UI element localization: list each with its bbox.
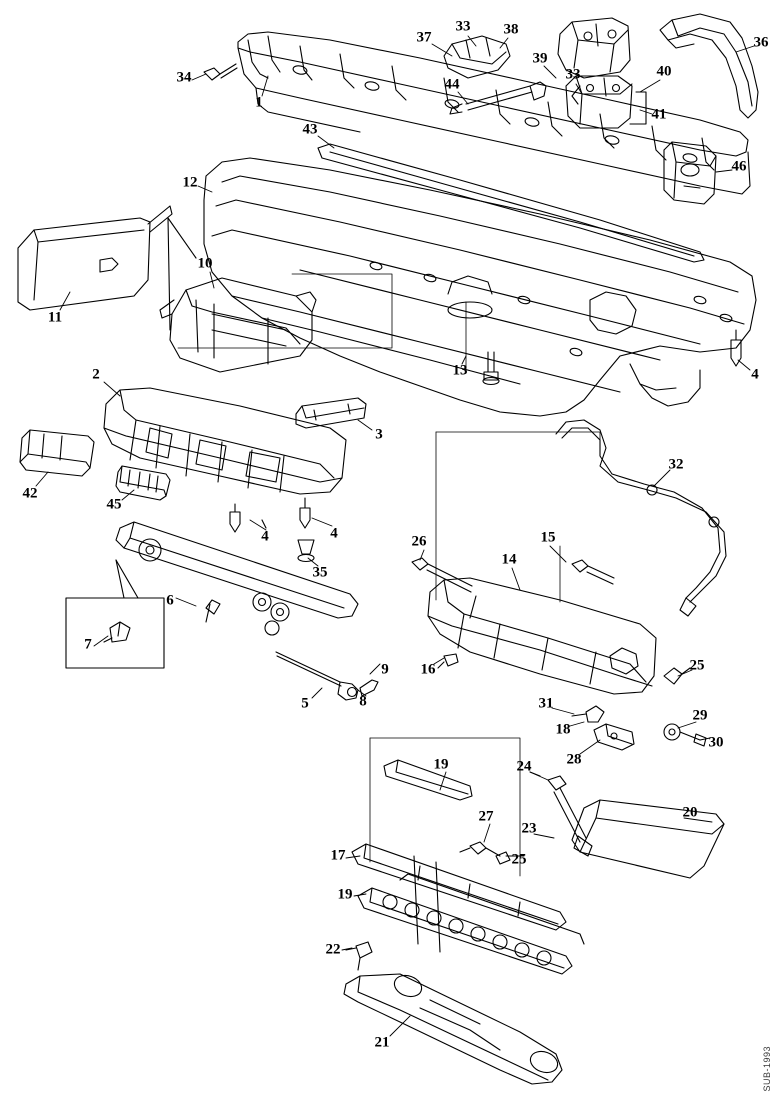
callout-45: 45 bbox=[106, 496, 122, 513]
callout-21: 21 bbox=[374, 1034, 390, 1051]
part-34-screw bbox=[204, 64, 237, 80]
part-20-rear-panel bbox=[572, 800, 724, 878]
callout-33-a: 33 bbox=[455, 18, 471, 35]
callout-33-b: 33 bbox=[565, 66, 581, 83]
callout-46: 46 bbox=[731, 158, 747, 175]
callout-38: 38 bbox=[503, 21, 519, 38]
part-35-clip bbox=[298, 540, 314, 562]
part-29-30-fastener bbox=[664, 724, 706, 746]
callout-1: 1 bbox=[255, 94, 263, 111]
callout-43: 43 bbox=[302, 121, 318, 138]
callout-11: 11 bbox=[47, 309, 63, 326]
callout-30: 30 bbox=[708, 734, 724, 751]
part-41-33-lower-bracket bbox=[566, 76, 646, 128]
callout-24: 24 bbox=[516, 758, 532, 775]
callout-13: 13 bbox=[452, 362, 468, 379]
part-42-housing bbox=[20, 430, 94, 476]
callout-7: 7 bbox=[84, 636, 92, 653]
callout-25-a: 25 bbox=[689, 657, 705, 674]
part-7-detail-box bbox=[66, 560, 164, 668]
callout-35: 35 bbox=[312, 564, 328, 581]
callout-42: 42 bbox=[22, 485, 38, 502]
callout-4-a: 4 bbox=[751, 366, 759, 383]
callout-15: 15 bbox=[540, 529, 556, 546]
callout-16-a: 16 bbox=[420, 661, 436, 678]
part-2-console-bar bbox=[104, 388, 346, 494]
callout-19-a: 19 bbox=[433, 756, 449, 773]
callout-41: 41 bbox=[651, 106, 667, 123]
callout-18: 18 bbox=[555, 721, 571, 738]
callout-37: 37 bbox=[416, 29, 432, 46]
part-11-flat-panel bbox=[18, 206, 172, 310]
part-21-bottom-bow bbox=[344, 972, 562, 1084]
part-28-bracket bbox=[594, 724, 634, 750]
part-26-bolt bbox=[412, 558, 472, 592]
callout-2: 2 bbox=[92, 366, 100, 383]
callout-29: 29 bbox=[692, 707, 708, 724]
callout-22: 22 bbox=[325, 941, 341, 958]
callout-4-c: 4 bbox=[330, 525, 338, 542]
sheet-code: SUB-1993 bbox=[762, 1046, 772, 1092]
part-25-pin-upper bbox=[664, 668, 690, 684]
part-16-clip bbox=[438, 654, 458, 668]
callout-5: 5 bbox=[301, 695, 309, 712]
callout-34: 34 bbox=[176, 69, 192, 86]
callout-17: 17 bbox=[330, 847, 346, 864]
part-37-38-latch bbox=[444, 36, 510, 78]
part-25-pin-lower bbox=[496, 852, 510, 864]
callout-36: 36 bbox=[753, 34, 769, 51]
callout-39: 39 bbox=[532, 50, 548, 67]
callout-23: 23 bbox=[521, 820, 537, 837]
callout-3: 3 bbox=[375, 426, 383, 443]
part-17-bow bbox=[352, 844, 566, 930]
part-23-24-strut bbox=[530, 772, 592, 856]
part-19-slat-lower bbox=[358, 856, 584, 974]
callout-31: 31 bbox=[538, 695, 554, 712]
callout-40: 40 bbox=[656, 63, 672, 80]
part-10-console bbox=[160, 218, 316, 372]
callout-12: 12 bbox=[182, 174, 198, 191]
part-4-fastener-c bbox=[300, 498, 310, 528]
callout-14: 14 bbox=[501, 551, 517, 568]
part-31-fitting bbox=[572, 706, 604, 722]
part-43-trim-strip bbox=[318, 144, 704, 262]
part-15-bolt bbox=[572, 560, 614, 584]
part-22-clip bbox=[346, 942, 372, 970]
callout-20: 20 bbox=[682, 804, 698, 821]
part-19-slat-upper bbox=[384, 756, 472, 800]
part-32-cable bbox=[556, 420, 726, 616]
callout-4-b: 4 bbox=[261, 528, 269, 545]
part-13-pin bbox=[483, 352, 499, 385]
callout-8: 8 bbox=[359, 693, 367, 710]
callout-44: 44 bbox=[444, 76, 460, 93]
callout-32: 32 bbox=[668, 456, 684, 473]
callout-19-b: 19 bbox=[337, 886, 353, 903]
part-27-fastener bbox=[460, 842, 500, 856]
part-36-arm bbox=[660, 14, 758, 118]
part-45-switch-strip bbox=[116, 466, 170, 500]
callout-10: 10 bbox=[197, 255, 213, 272]
callout-9: 9 bbox=[381, 661, 389, 678]
callout-6: 6 bbox=[166, 592, 174, 609]
callout-25-b: 25 bbox=[511, 851, 527, 868]
callout-28: 28 bbox=[566, 751, 582, 768]
callout-26: 26 bbox=[411, 533, 427, 550]
callout-27: 27 bbox=[478, 808, 494, 825]
part-12-roof-panel bbox=[204, 158, 756, 416]
part-3-bracket bbox=[296, 398, 366, 428]
part-14-mid-rail bbox=[428, 578, 656, 694]
